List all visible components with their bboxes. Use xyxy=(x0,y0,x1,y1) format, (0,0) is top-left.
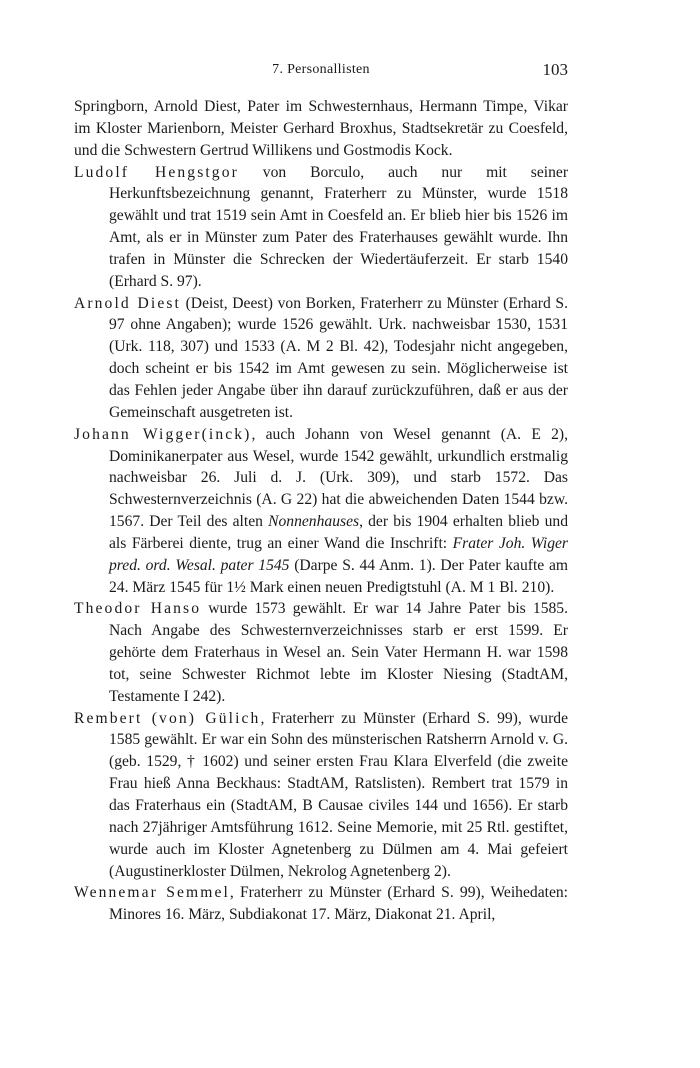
entry-text: (Darpe S. 44 Anm. 1). Der Pater kaufte am 24. März 1545 für 1½ Mark einen neuen Predigtstuhl (A. M 1 Bl. 210). xyxy=(109,556,568,596)
entry-text: , auch Johann von Wesel genannt (A. E 2), Dominikanerpater aus Wesel, wurde 1542 gewählt, urkundlich erstmalig nachweisbar 26. Juli d. J. (Urk. 309), und starb 1572. Das Schwesternverzeichnis (A. G 22) hat die abweichenden Daten 1544 bzw. 1567. Der Teil des alten xyxy=(109,425,569,531)
entry-text: von Borculo, auch nur mit seiner Herkunftsbezeichnung genannt, Fraterherr zu Münster, wurde 1518 gewählt und trat 1519 sein Amt in Coesfeld an. Er blieb hier bis 1526 im Amt, als er in Münster zum Pater des Fraterhauses gewählt wurde. Ihn trafen in Münster die Schrecken der Wiedertäuferzeit. Er starb 1540 (Erhard S. 97). xyxy=(109,163,569,290)
entry-name: Ludolf Hengstgor xyxy=(74,163,239,181)
entry-name: Rembert (von) Gülich xyxy=(74,709,261,727)
running-head: 7. Personallisten xyxy=(272,62,370,77)
entry-wennemar-semmel xyxy=(74,882,568,926)
entry-arnold-diest xyxy=(74,293,568,424)
entry-name: Theodor Hanso xyxy=(74,600,202,618)
entry-text: , Fraterherr zu Münster (Erhard S. 99), wurde 1585 gewählt. Er war ein Sohn des münsterischen Ratsherrn Arnold v. G. (geb. 1529, † 1602) und seiner ersten Frau Klara Elverfeld (die zweite Frau hieß Anna Beckhaus: StadtAM, Ratslisten). Rembert trat 1579 in das Fraterhaus ein (StadtAM, B Causae civiles 144 und 1656). Er starb nach 27jähriger Amtsführung 1612. Seine Memorie, mit 25 Rtl. gestiftet, wurde auch im Kloster Agnetenberg zu Dülmen am 4. Mai gefeiert (Augustinerkloster Dülmen, Nekrolog Agnetenberg 2). xyxy=(109,709,569,880)
entry-name: Wennemar Semmel xyxy=(74,884,230,902)
entry-text: , der bis 1904 erhalten blieb und als Färberei diente, trug an einer Wand die Inschrift: xyxy=(109,513,568,552)
entry-text: (Deist, Deest) von Borken, Fraterherr zu Münster (Erhard S. 97 ohne Angaben); wurde 1526 gewählt. Urk. nachweisbar 1530, 1531 (Urk. 118, 307) und 1533 (A. M 2 Bl. 42), Todesjahr nicht angegeben, doch scheint er bis 1542 im Amt gewesen zu sein. Möglicherweise ist das Fehlen jeder Angabe über ihn darauf zurückzuführen, daß er aus der Gemeinschaft ausgetreten ist. xyxy=(109,294,568,421)
entry-text: , Fraterherr zu Münster (Erhard S. 99), Weihedaten: Minores 16. März, Subdiakonat 17. März, Diakonat 21. April, xyxy=(109,884,568,924)
inscription-text: Frater Joh. Wiger pred. ord. Wesal. pater 1545 xyxy=(109,534,569,574)
entry-theodor-hanso xyxy=(74,598,568,707)
entry-name: Johann Wigger(inck) xyxy=(74,425,252,443)
continued-paragraph: Springborn, Arnold Diest, Pater im Schwesternhaus, Hermann Timpe, Vikar im Kloster Marienborn, Meister Gerhard Broxhus, Stadtsekretär zu Coesfeld, und die Schwestern Gertrud Willikens und Gostmodis Kock. xyxy=(74,98,568,159)
entry-rembert-gulich xyxy=(74,708,568,883)
page-number: 103 xyxy=(542,60,568,79)
entry-johann-wigger xyxy=(74,424,568,599)
entry-name: Arnold Diest xyxy=(74,294,181,312)
entry-text: wurde 1573 gewählt. Er war 14 Jahre Pater bis 1585. Nach Angabe des Schwesternverzeichnisses starb er erst 1599. Er gehörte dem Fraterhaus in Wesel an. Sein Vater Hermann H. war 1598 tot, seine Schwester Richmot lebte im Kloster Niesing (StadtAM, Testamente I 242). xyxy=(109,600,568,705)
body-text xyxy=(74,96,568,926)
entry-ludolf-hengstgor xyxy=(74,162,568,293)
entry-italic-text: Nonnenhauses xyxy=(268,513,360,531)
page-header xyxy=(74,60,568,84)
